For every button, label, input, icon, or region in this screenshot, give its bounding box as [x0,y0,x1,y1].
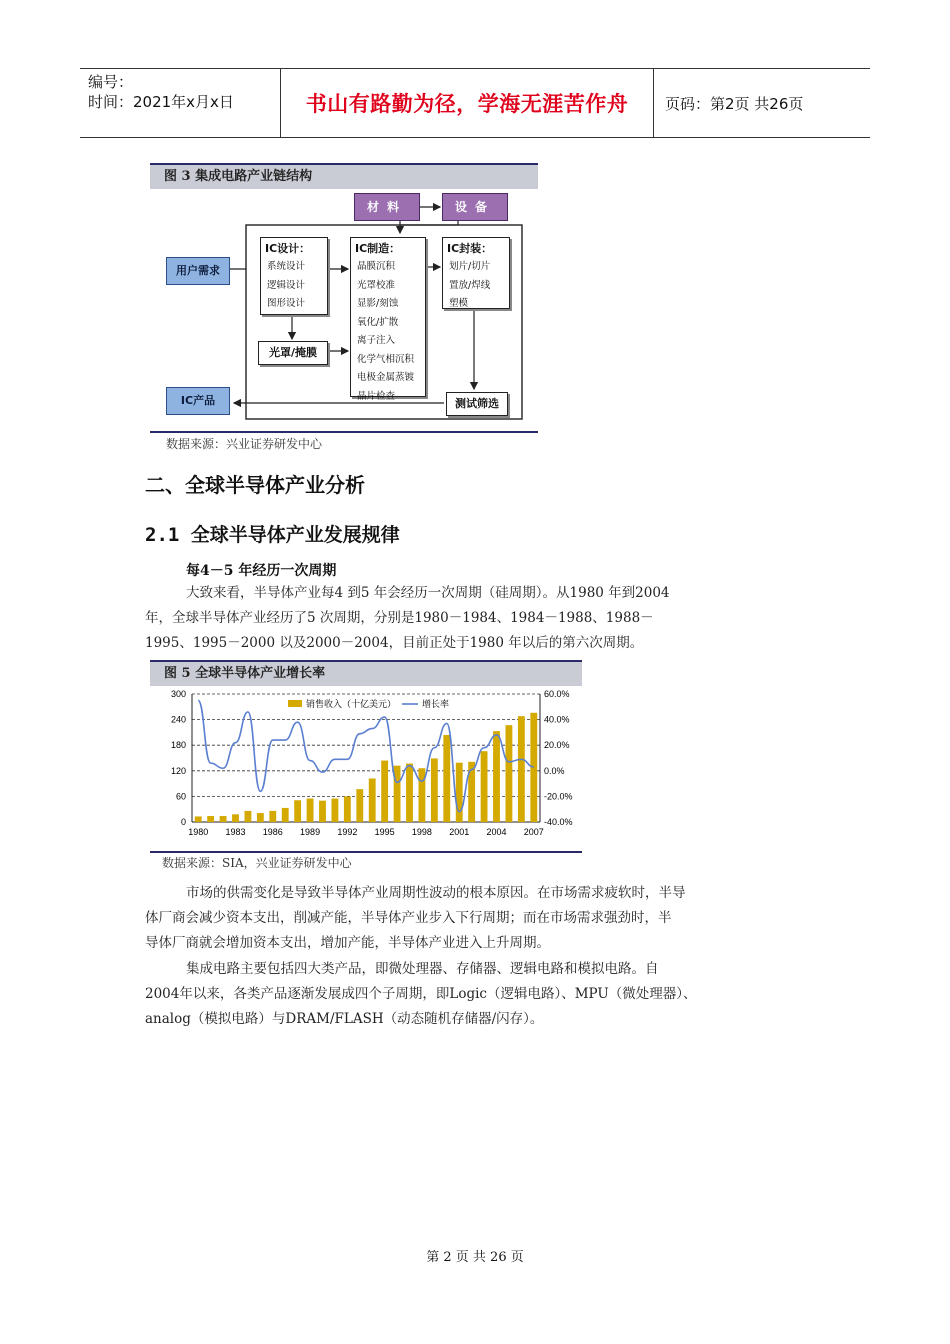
serial-label: 编号： [88,73,134,91]
bar [269,811,276,822]
page-code: 页码：第2页 共26页 [665,94,804,113]
ic-packaging-item: 划片/切片 [449,261,491,272]
paragraph-line: 体厂商会减少资本支出，削减产能，半导体产业步入下行周期；而在市场需求强劲时，半 [145,910,672,926]
y-right-tick-label: 0.0% [544,765,565,776]
ic-packaging-item: 置放/焊线 [449,279,491,291]
figure-3-body [150,189,538,435]
bar [419,768,426,822]
ic-design-item: 系统设计 [267,261,306,272]
figure-5-title: 图 5 全球半导体产业增长率 [150,660,582,686]
growth-chart [150,686,582,852]
ic-packaging-title: IC封装： [447,242,493,255]
bar [294,800,301,822]
header-left-cell [80,69,281,137]
bar [207,816,214,822]
page-header [80,68,870,138]
x-tick-label: 1992 [337,827,358,837]
bar [381,761,388,822]
y-left-tick-label: 300 [170,689,186,699]
figure-3 [150,163,538,453]
bar [245,811,252,822]
paragraph-line: 年，全球半导体产业经历了5 次周期，分别是1980－1984、1984－1988、1988－ [145,610,654,626]
ic-product-box: IC产品 [166,387,230,415]
mask-box: 光罩/掩膜 [258,341,328,365]
figure-5 [150,660,582,875]
ic-manufacturing-item: 化学气相沉积 [357,353,415,365]
bar [282,808,289,822]
paragraph-line: 导体厂商就会增加资本支出，增加产能，半导体产业进入上升周期。 [145,935,550,951]
bar [369,778,376,822]
bar [195,816,202,822]
figure-3-title: 图 3 集成电路产业链结构 [150,163,538,189]
figure-5-source: 数据来源：SIA，兴业证券研发中心 [162,856,352,870]
section-2-1-title: 2.1 全球半导体产业发展规律 [145,524,400,546]
x-tick-label: 1995 [374,827,395,837]
x-tick-label: 2001 [449,827,470,837]
paragraph-line: 市场的供需变化是导致半导体产业周期性波动的根本原因。在市场需求疲软时，半导 [186,885,686,901]
bar [530,713,537,822]
test-screen-box: 测试筛选 [446,392,508,416]
slogan: 书山有路勤为径，学海无涯苦作舟 [305,92,629,116]
header-middle-cell [281,69,654,137]
y-left-tick-label: 0 [180,817,186,827]
subheading-cycle: 每4－5 年经历一次周期 [186,563,337,579]
date-label: 时间：2021年x月x日 [88,93,234,111]
bar [506,725,513,822]
x-tick-label: 1986 [262,827,283,837]
y-left-tick-label: 60 [175,791,186,802]
legend-label-bar: 销售收入（十亿美元） [306,700,397,710]
figure-5-rule [150,851,582,853]
page-footer: 第 2 页 共 26 页 [426,1250,524,1265]
y-right-tick-label: 20.0% [544,740,570,751]
bar [332,799,339,822]
legend-swatch-bar [288,700,302,707]
bar [356,789,363,822]
bar [257,813,264,822]
paragraph-line: analog（模拟电路）与DRAM/FLASH（动态随机存储器/闪存）。 [145,1011,544,1027]
ic-manufacturing-item: 离子注入 [357,335,396,346]
bar [456,763,463,822]
y-left-tick-label: 240 [170,714,186,725]
y-left-tick-label: 180 [170,740,186,751]
bar [307,799,314,822]
paragraph-line: 2004年以来，各类产品逐渐发展成四个子周期，即Logic（逻辑电路）、MPU（微处理器）、 [145,986,697,1002]
ic-manufacturing-item: 电极金属蒸镀 [357,372,415,383]
x-tick-label: 1989 [300,827,321,837]
y-right-tick-label: 60.0% [544,689,570,699]
ic-manufacturing-item: 显影/刻蚀 [357,298,399,309]
ic-manufacturing-item: 氧化/扩散 [357,316,399,328]
y-right-tick-label: -40.0% [544,817,573,827]
bar [431,758,438,822]
x-tick-label: 2007 [523,827,544,837]
ic-packaging-box [442,237,510,309]
bar [394,766,401,822]
bar [518,716,525,822]
ic-packaging-item: 塑模 [449,298,469,309]
x-tick-label: 2004 [486,827,507,837]
y-left-tick-label: 120 [170,765,186,776]
x-tick-label: 1980 [188,827,209,837]
bar [406,764,413,822]
bar [232,814,239,822]
header-right-cell [655,69,870,137]
x-tick-label: 1998 [411,827,432,837]
section-2-title: 二、全球半导体产业分析 [145,473,365,497]
bar [344,796,351,822]
materials-box: 材料 [354,193,420,221]
ic-design-item: 图形设计 [267,298,306,309]
ic-manufacturing-item: 光罩校准 [357,279,396,291]
ic-design-item: 逻辑设计 [267,279,306,291]
paragraph-line: 集成电路主要包括四大类产品，即微处理器、存储器、逻辑电路和模拟电路。自 [186,961,659,977]
ic-manufacturing-item: 晶片检查 [357,390,396,402]
ic-design-title: IC设计： [265,242,311,255]
paragraph-products [145,957,825,1032]
bar [220,816,227,822]
bar [319,801,326,822]
ic-design-box [260,237,328,315]
y-right-tick-label: 40.0% [544,714,570,725]
figure-3-source: 数据来源：兴业证券研发中心 [166,437,323,451]
user-needs-box: 用户需求 [166,257,230,285]
y-right-tick-label: -20.0% [544,791,573,802]
paragraph-line: 1995、1995－2000 以及2000－2004，目前正处于1980 年以后的第六次周期。 [145,635,644,651]
paragraph-line: 大致来看，半导体产业每4 到5 年会经历一次周期（硅周期）。从1980 年到2004 [186,585,670,601]
bar [443,735,450,822]
equipment-box: 设备 [442,193,508,221]
ic-manufacturing-box [350,237,426,402]
ic-manufacturing-title: IC制造： [355,242,401,255]
ic-manufacturing-item: 晶膜沉积 [357,261,396,272]
figure-3-rule [150,431,538,433]
paragraph-market [145,881,825,956]
bar [481,751,488,822]
x-tick-label: 1983 [225,827,246,837]
paragraph-cycle [145,581,825,656]
bar [493,731,500,822]
legend-label-line: 增长率 [422,700,450,710]
